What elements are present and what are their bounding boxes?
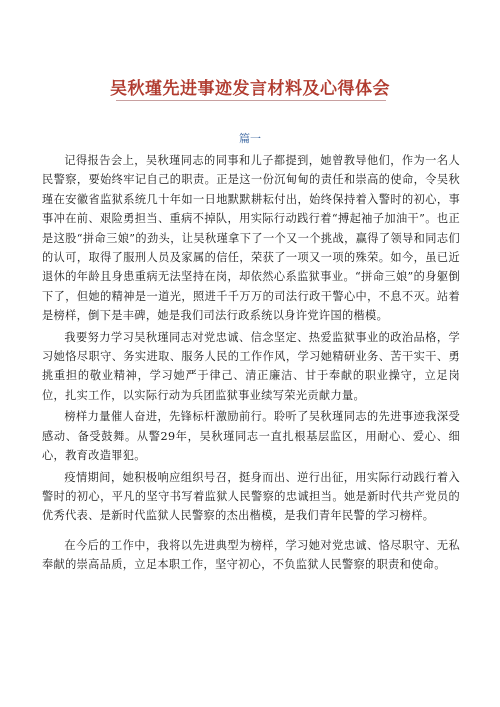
paragraph-4: 疫情期间，她积极响应组织号召，挺身而出、逆行出征，用实际行动践行着入警时的初心，平凡的坚守书写着监狱人民警察的忠诚担当。她是新时代共产党员的优秀代表、是新时代监狱人民警察的杰出楷模，是我们青年民警的学习榜样。 <box>42 470 460 523</box>
paragraph-5: 在今后的工作中，我将以先进典型为榜样，学习她对党忠诚、恪尽职守、无私奉献的崇高品质，立足本职工作，坚守初心，不负监狱人民警察的职责和使命。 <box>42 538 460 572</box>
document-body <box>42 151 460 575</box>
paragraph-3: 榜样力量催人奋进，先锋标杆激励前行。聆听了吴秋瑾同志的先进事迹我深受感动、备受鼓舞。从警29年，吴秋瑾同志一直扎根基层监区，用耐心、爱心、细心，教育改造罪犯。 <box>42 410 460 463</box>
paragraph-2: 我要努力学习吴秋瑾同志对党忠诚、信念坚定、热爱监狱事业的政治品格，学习她恪尽职守、务实进取、服务人民的工作作风，学习她精研业务、苦干实干、勇挑重担的敬业精神，学习她严于律己、清正廉洁、甘于奉献的职业操守，立足岗位，扎实工作，以实际行动为兵团监狱事业续写荣光贡献力量。 <box>42 330 460 402</box>
title-underline <box>116 100 386 101</box>
document-title: 吴秋瑾先进事迹发言材料及心得体会 <box>110 79 390 99</box>
paragraph-1: 记得报告会上，吴秋瑾同志的同事和儿子都提到，她曾教导他们，作为一名人民警察，要始终牢记自己的职责。正是这一份沉甸甸的责任和崇高的使命，令吴秋瑾在安徽省监狱系统几十年如一日地默默耕耘付出，始终保持着入警时的初心，事事冲在前、艰险勇担当、重病不掉队，用实际行动践行着“搏起袖子加油干”。也正是这股“拼命三娘”的劲头，让吴秋瑾拿下了一个又一个挑战，赢得了领导和同志们的认可，取得了服刑人员及家属的信任，荣获了一项又一项的殊荣。如今，虽已近退休的年龄且身患重病无法坚持在岗，却依然心系监狱事业。“拼命三娘”的身躯倒下了，但她的精神是一道光，照进千千万万的司法行政干警心中，不息不灭。站着是榜样，倒下是丰碑，她是我们司法行政系统以身许党许国的楷模。 <box>42 154 460 323</box>
section-label: 篇一 <box>239 132 261 145</box>
